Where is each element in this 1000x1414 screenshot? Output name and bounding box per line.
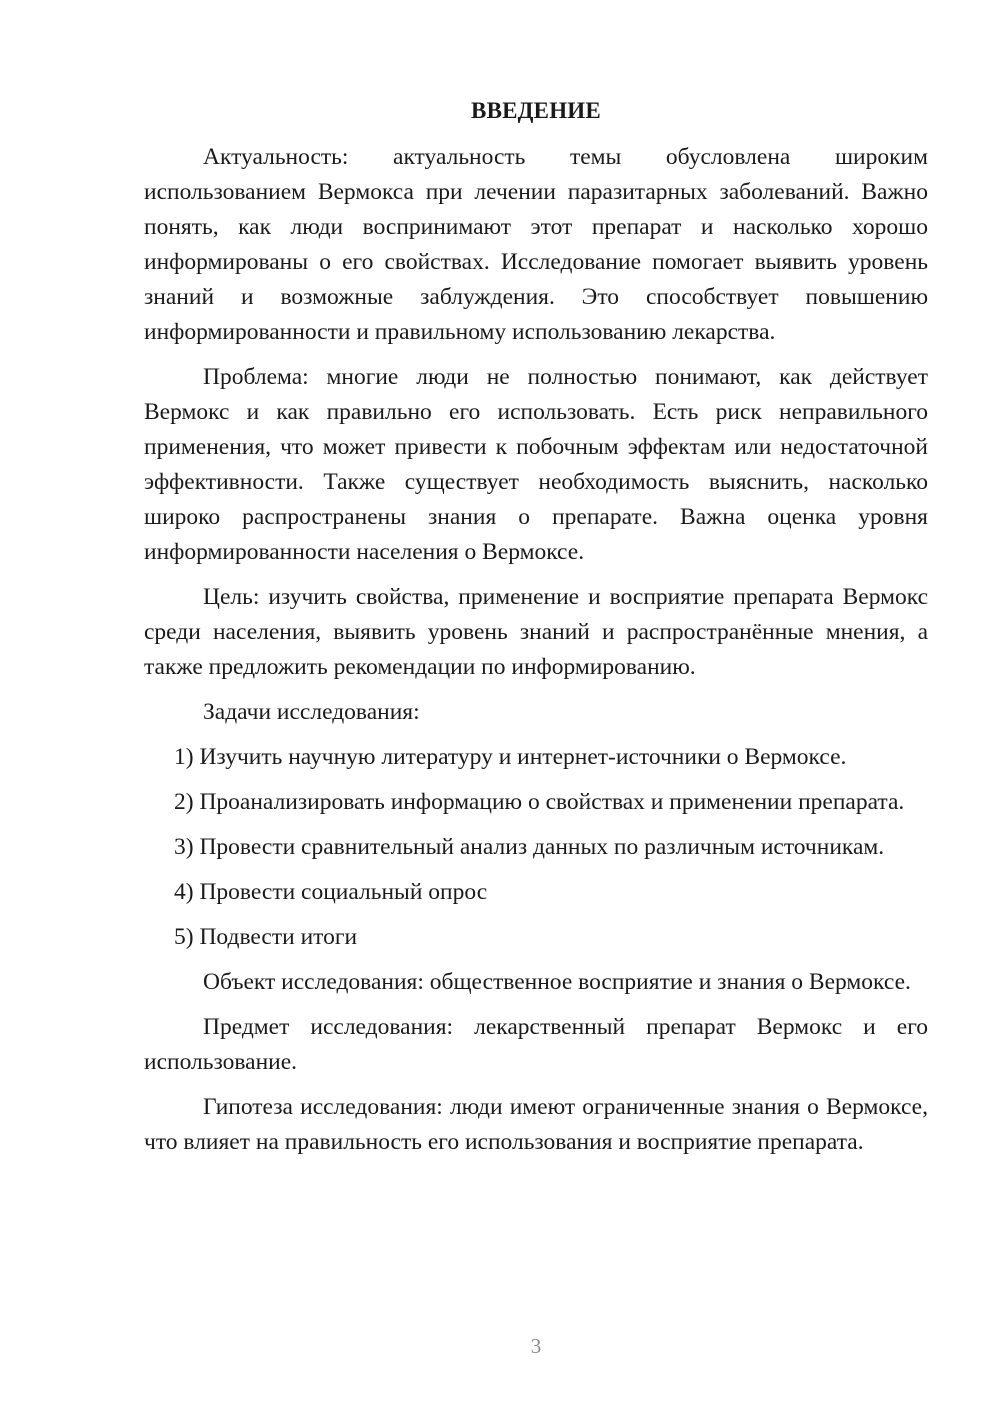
task-item: 2) Проанализировать информацию о свойствах и применении препарата. [174, 789, 905, 815]
task-item: 5) Подвести итоги [174, 924, 358, 950]
page-number: 3 [530, 1334, 542, 1358]
goal-paragraph: Цель: изучить свойства, применение и восприятие препарата Вермокс среди населения, выявить уровень знаний и распространённые мнения, а также предложить рекомендации по информированию. [144, 584, 928, 680]
page-body [144, 96, 928, 1170]
task-item: 1) Изучить научную литературу и интернет-источники о Вермоксе. [174, 744, 847, 770]
task-item: 3) Провести сравнительный анализ данных по различным источникам. [174, 834, 885, 860]
hypothesis-paragraph: Гипотеза исследования: люди имеют ограниченные знания о Вермоксе, что влияет на правильность его использования и восприятие препарата. [144, 1094, 928, 1155]
task-item: 4) Провести социальный опрос [174, 879, 488, 905]
object-paragraph: Объект исследования: общественное восприятие и знания о Вермоксе. [203, 969, 911, 995]
page-title: ВВЕДЕНИЕ [471, 98, 601, 123]
problem-paragraph: Проблема: многие люди не полностью понимают, как действует Вермокс и как правильно его использовать. Есть риск неправильного применения, что может привести к побочным эффектам или недостаточной эффективности. Также существует необходимость выяснить, насколько широко распространены знания о препарате. Важна оценка уровня информированности населения о Вермоксе. [144, 364, 928, 565]
subject-paragraph: Предмет исследования: лекарственный препарат Вермокс и его использование. [144, 1014, 928, 1075]
tasks-list [144, 740, 928, 955]
tasks-heading: Задачи исследования: [203, 699, 420, 725]
relevance-paragraph: Актуальность: актуальность темы обусловлена широким использованием Вермокса при лечении паразитарных заболеваний. Важно понять, как люди воспринимают этот препарат и насколько хорошо информированы о его свойствах. Исследование помогает выявить уровень знаний и возможные заблуждения. Это способствует повышению информированности и правильному использованию лекарства. [144, 144, 928, 345]
